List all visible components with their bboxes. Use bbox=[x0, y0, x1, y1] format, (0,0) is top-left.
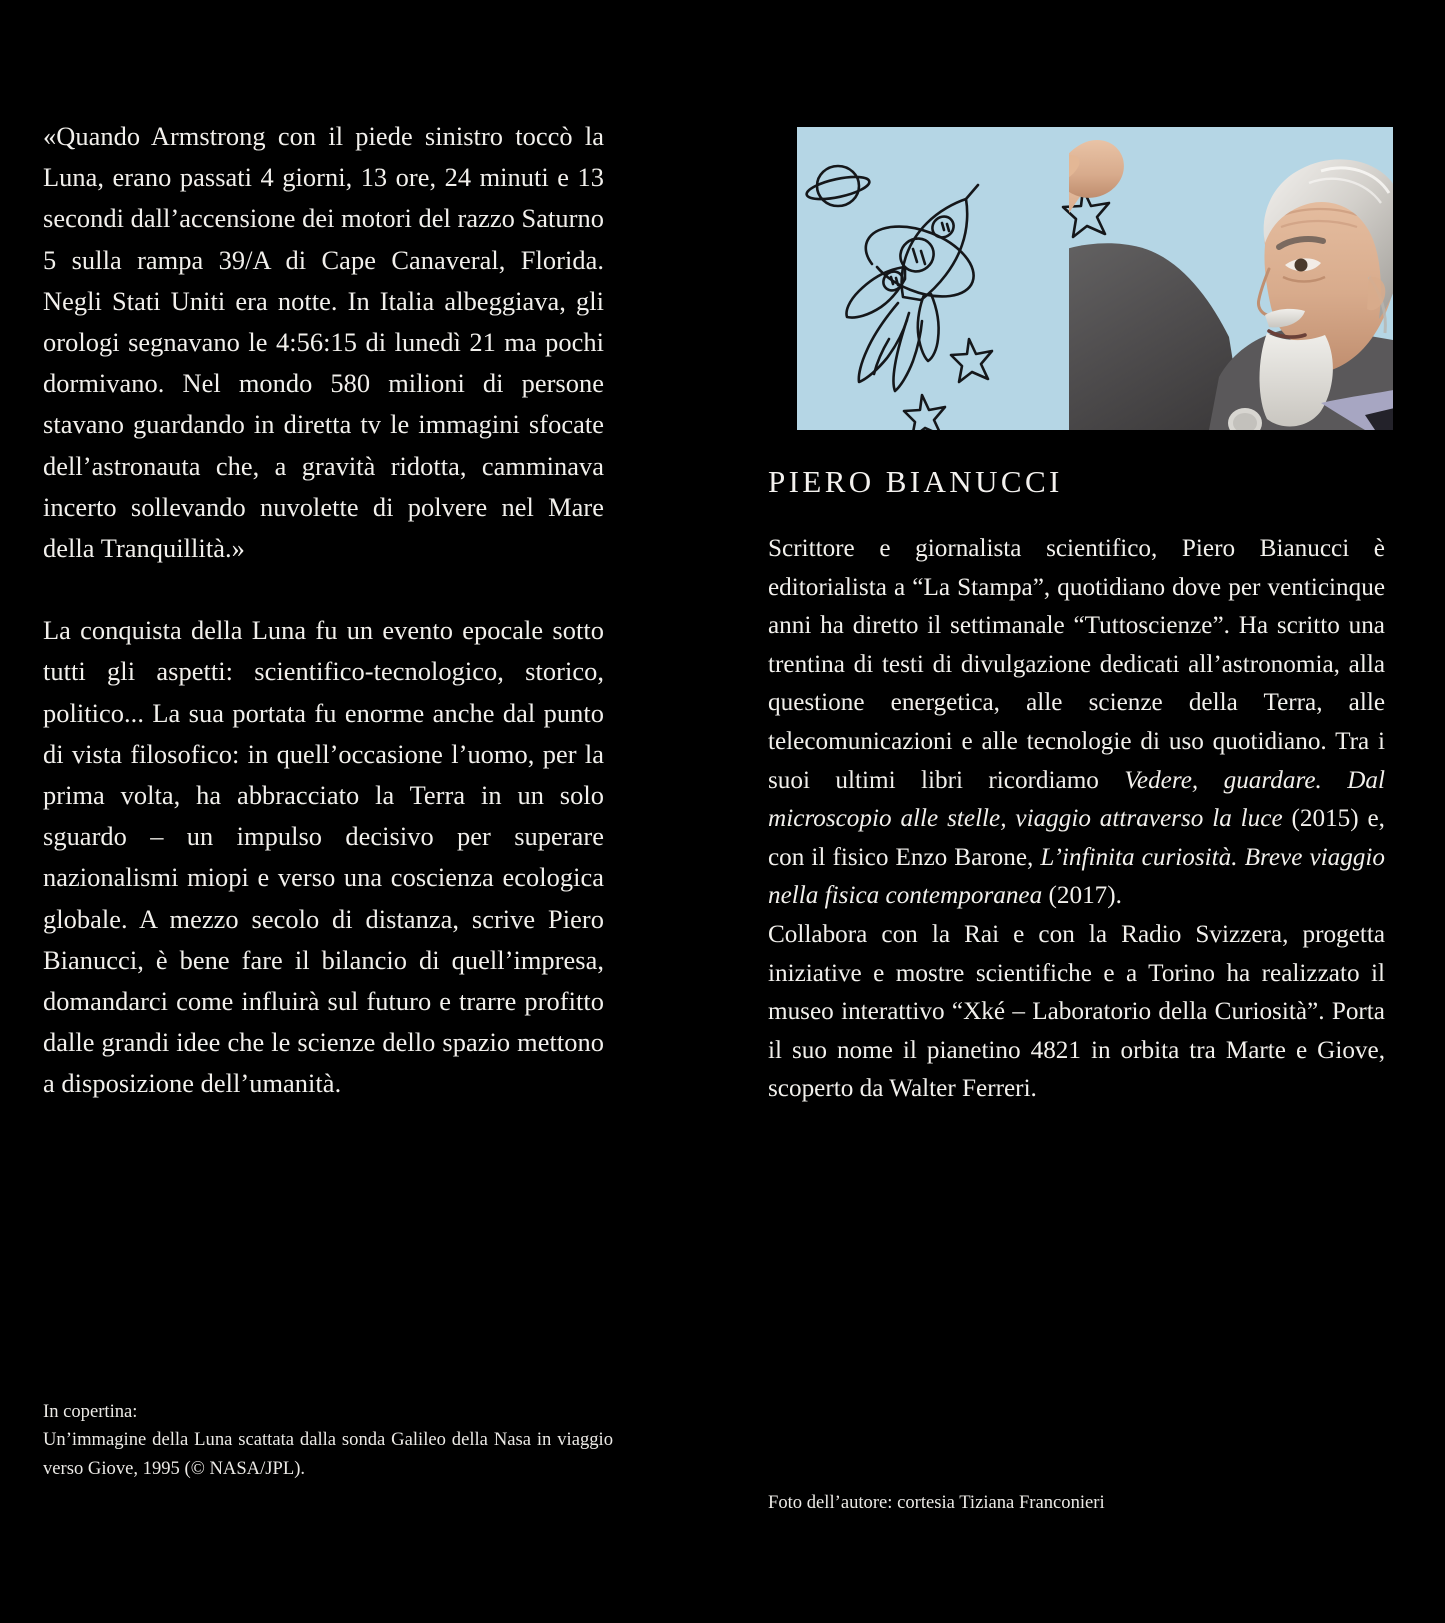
author-photo bbox=[797, 127, 1393, 430]
bio-between-titles: (2015) e, con il fisico Enzo Barone, bbox=[768, 805, 1385, 871]
book-title-2: L’infinita curiosità. Breve viaggio nella fisica contemporanea bbox=[768, 843, 1385, 910]
photo-credit: Foto dell’autore: cortesia Tiziana Franconieri bbox=[768, 1492, 1105, 1513]
left-text-column bbox=[43, 116, 604, 1105]
author-bio bbox=[768, 530, 1385, 1109]
right-column bbox=[768, 127, 1392, 1103]
bio-part1: Scrittore e giornalista scientifico, Piero Bianucci è editorialista a “La Stampa”, quotidiano dove per venticinque anni ha diretto il settimanale “Tuttoscienze”. Ha scritto una trentina di testi di divulgazione dedicati all’astronomia, alla questione energetica, alle scienze della Terra, alle telecomunicazioni e alle tecnologie di uso quotidiano. Tra i suoi ultimi libri ricordiamo bbox=[768, 535, 1385, 794]
quote-paragraph: «Quando Armstrong con il piede sinistro toccò la Luna, erano passati 4 giorni, 13 ore, 24 minuti e 13 secondi dall’accensione dei motori del razzo Saturno 5 sulla rampa 39/A di Cape Canaveral, Florida. Negli Stati Uniti era notte. In Italia albeggiava, gli orologi segnavano le 4:56:15 di lunedì 21 ma pochi dormivano. Nel mondo 580 milioni di persone stavano guardando in diretta tv le immagini sfocate dell’astronauta che, a gravità ridotta, camminava incerto sollevando nuvolette di polvere nel Mare della Tranquillità.» bbox=[43, 121, 604, 564]
bio-part2: Collabora con la Rai e con la Radio Svizzera, progetta iniziative e mostre scientifiche e a Torino ha realizzato il museo interattivo “Xké – Laboratorio della Curiosità”. Porta il suo nome il pianetino 4821 in orbita tra Marte e Giove, scoperto da Walter Ferreri. bbox=[768, 920, 1385, 1103]
star-doodle bbox=[951, 339, 992, 382]
cover-credit-text: Un’immagine della Luna scattata dalla sonda Galileo della Nasa in viaggio verso Giove, 1995 (© NASA/JPL). bbox=[43, 1429, 613, 1479]
description-paragraph: La conquista della Luna fu un evento epocale sotto tutti gli aspetti: scientifico-tecnologico, storico, politico... La sua portata fu enorme anche dal punto di vista filosofico: in quell’occasione l’uomo, per la prima volta, ha abbracciato la Terra in un solo sguardo – un impulso decisivo per superare nazionalismi miopi e verso una coscienza ecologica globale. A mezzo secolo di distanza, scrive Piero Bianucci, è bene fare il bilancio di quell’impresa, domandarci come influirà sul futuro e trarre profitto dalle grandi idee che le scienze dello spazio mettono a disposizione dell’umanità. bbox=[43, 615, 604, 1099]
cover-credit bbox=[43, 1398, 613, 1483]
cover-credit-label: In copertina: bbox=[43, 1401, 138, 1422]
planet-saturn-doodle bbox=[805, 166, 871, 206]
author-figure bbox=[1069, 127, 1393, 430]
bio-after-title2: (2017). bbox=[1042, 882, 1122, 910]
book-title-1: Vedere, guardare. Dal microscopio alle stelle, viaggio attraverso la luce bbox=[768, 766, 1385, 833]
star-doodle bbox=[904, 395, 945, 430]
author-name: PIERO BIANUCCI bbox=[768, 464, 1063, 499]
rocket-doodle bbox=[847, 185, 979, 391]
